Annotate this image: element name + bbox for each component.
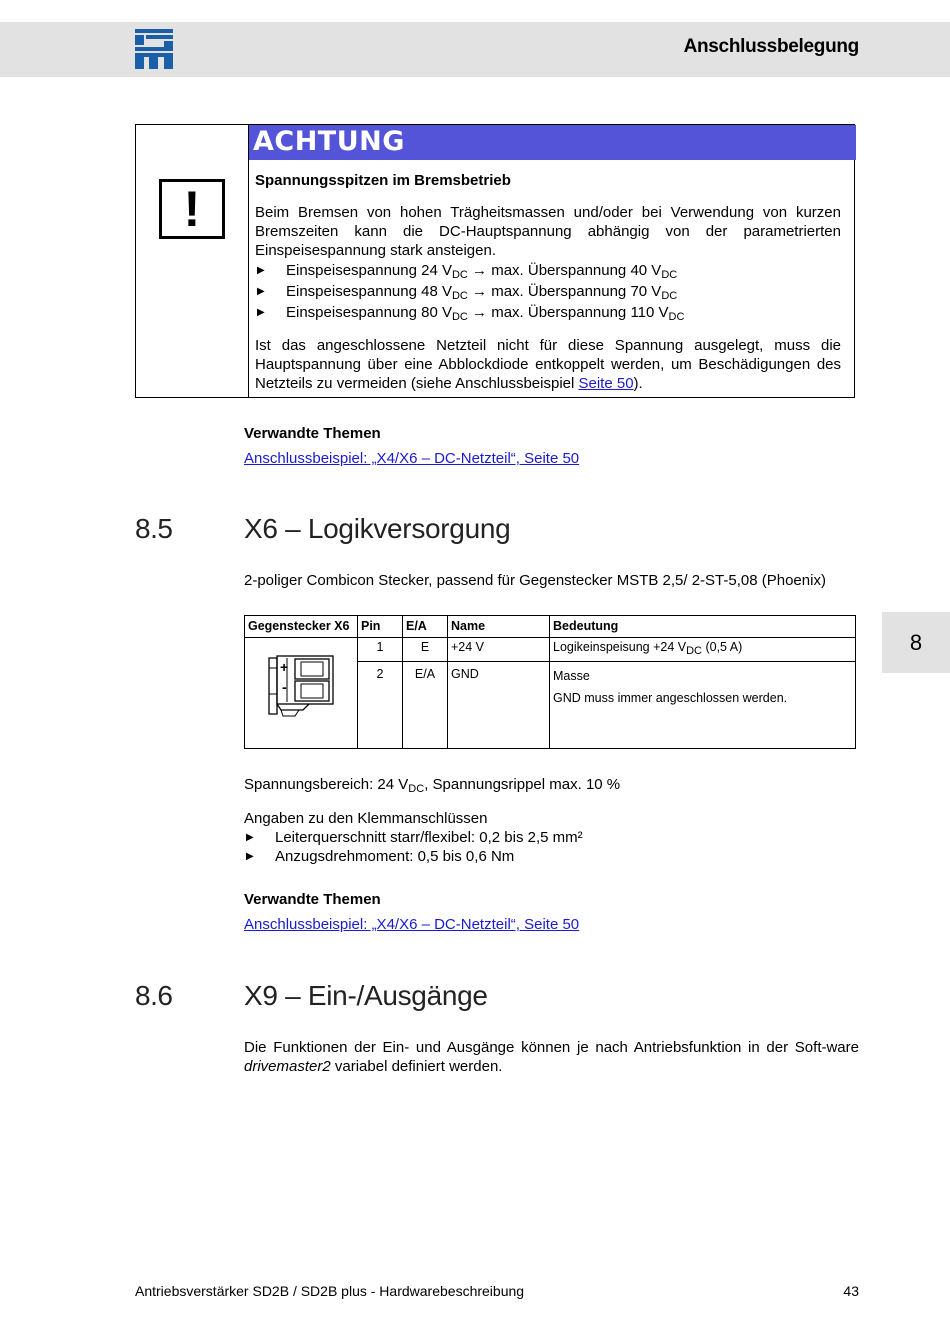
warning-paragraph-2: Ist das angeschlossene Netzteil nicht für diese Spannung ausgelegt, muss die Hauptspannung über eine Abblockdiode entkoppelt werden, um Beschädigungen des Netzteils zu vermeiden (siehe Anschlussbeispiel Seite 50). [255,337,841,392]
meaning-cell: Logikeinspeisung +24 $V_{DC}$ (0,5 A) [550,638,856,662]
page-number: 43 [843,1283,859,1299]
section-number: 8.6 [135,980,173,1011]
plus-label: + [280,659,289,675]
meaning-cell: Masse GND muss immer angeschlossen werden. [550,662,856,749]
bullet-icon: ▶ [257,265,265,276]
connector-icon [265,654,337,718]
bullet-icon: ▶ [246,851,254,862]
section-title: X9 – Ein-/Ausgänge [244,980,488,1011]
section-intro: 2-poliger Combicon Stecker, passend für Gegenstecker MSTB 2,5/ 2-ST-5,08 (Phoenix) [244,572,826,589]
terminals-list [244,828,744,866]
warning-header-bar [249,125,856,160]
pin-table [244,615,856,749]
warning-icon-cell [136,125,249,397]
meaning-note: GND muss immer angeschlossen werden. [553,691,788,706]
warning-body [255,171,841,393]
exclamation-icon: ! [159,179,225,239]
table-row [245,638,856,662]
related-topics-link[interactable]: Anschlussbeispiel: „X4/X6 – DC-Netzteil“, Seite 50 [244,450,580,467]
warning-paragraph-1: Beim Bremsen von hohen Trägheitsmassen und/oder bei Verwendung von kurzen Bremszeiten kann die DC-Hauptspannung abhängig von der parametrierten Einspeisespannung stark ansteigen. [255,204,841,259]
table-header-row [245,616,856,638]
column-header: Gegenstecker X6 [245,616,358,638]
bullet-icon: ▶ [246,832,254,843]
connector-cell [245,638,358,749]
related-topics-label: Verwandte Themen [244,425,381,442]
column-header: Name [448,616,550,638]
name-cell: +24 V [448,638,550,662]
warning-box [135,124,855,398]
footer-title: Antriebsverstärker SD2B / SD2B plus - Hardwarebeschreibung [135,1283,525,1299]
list-item: ▶ Leiterquerschnitt starr/flexibel: 0,2 bis 2,5 mm² [246,829,583,846]
page-link[interactable]: Seite 50 [578,375,634,392]
column-header: Bedeutung [550,616,856,638]
section-number: 8.5 [135,513,173,544]
warning-bullet-list [255,260,841,323]
list-item: ▶ Einspeisespannung 48 $V_{DC} \to \max$. Überspannung 70 $V_{DC}$ [257,283,678,302]
terminals-heading: Angaben zu den Klemmanschlüssen [244,810,488,827]
list-item: ▶ Anzugsdrehmoment: 0,5 bis 0,6 Nm [246,848,515,865]
bullet-icon: ▶ [257,307,265,318]
ea-cell: E [403,638,448,662]
list-item: ▶ Einspeisespannung 80 $V_{DC} \to \max$. Überspannung 110 $V_{DC}$ [257,304,685,323]
warning-heading: ACHTUNG [253,126,405,157]
company-logo [135,29,173,69]
section-title: X6 – Logikversorgung [244,513,511,544]
chapter-tab[interactable]: 8 [882,612,950,673]
warning-subheading: Spannungsspitzen im Bremsbetrieb [255,172,511,189]
column-header: Pin [358,616,403,638]
column-header: E/A [403,616,448,638]
minus-label: - [282,679,287,695]
voltage-range: Spannungsbereich: 24 $V_{DC}$, Spannungsrippel max. 10 % [244,776,621,795]
section-text: Die Funktionen der Ein- und Ausgänge können je nach Antriebsfunktion in der Soft-ware drivemaster2 variabel definiert werden. [244,1039,859,1075]
ea-cell: E/A [403,662,448,749]
related-topics-link[interactable]: Anschlussbeispiel: „X4/X6 – DC-Netzteil“, Seite 50 [244,916,580,933]
bullet-icon: ▶ [257,286,265,297]
page-header-title: Anschlussbelegung [683,36,859,57]
pin-cell: 1 [358,638,403,662]
pin-cell: 2 [358,662,403,749]
list-item: ▶ Einspeisespannung 24 $V_{DC} \to \max$. Überspannung 40 $V_{DC}$ [257,262,678,281]
name-cell: GND [448,662,550,749]
related-topics-label: Verwandte Themen [244,891,381,908]
